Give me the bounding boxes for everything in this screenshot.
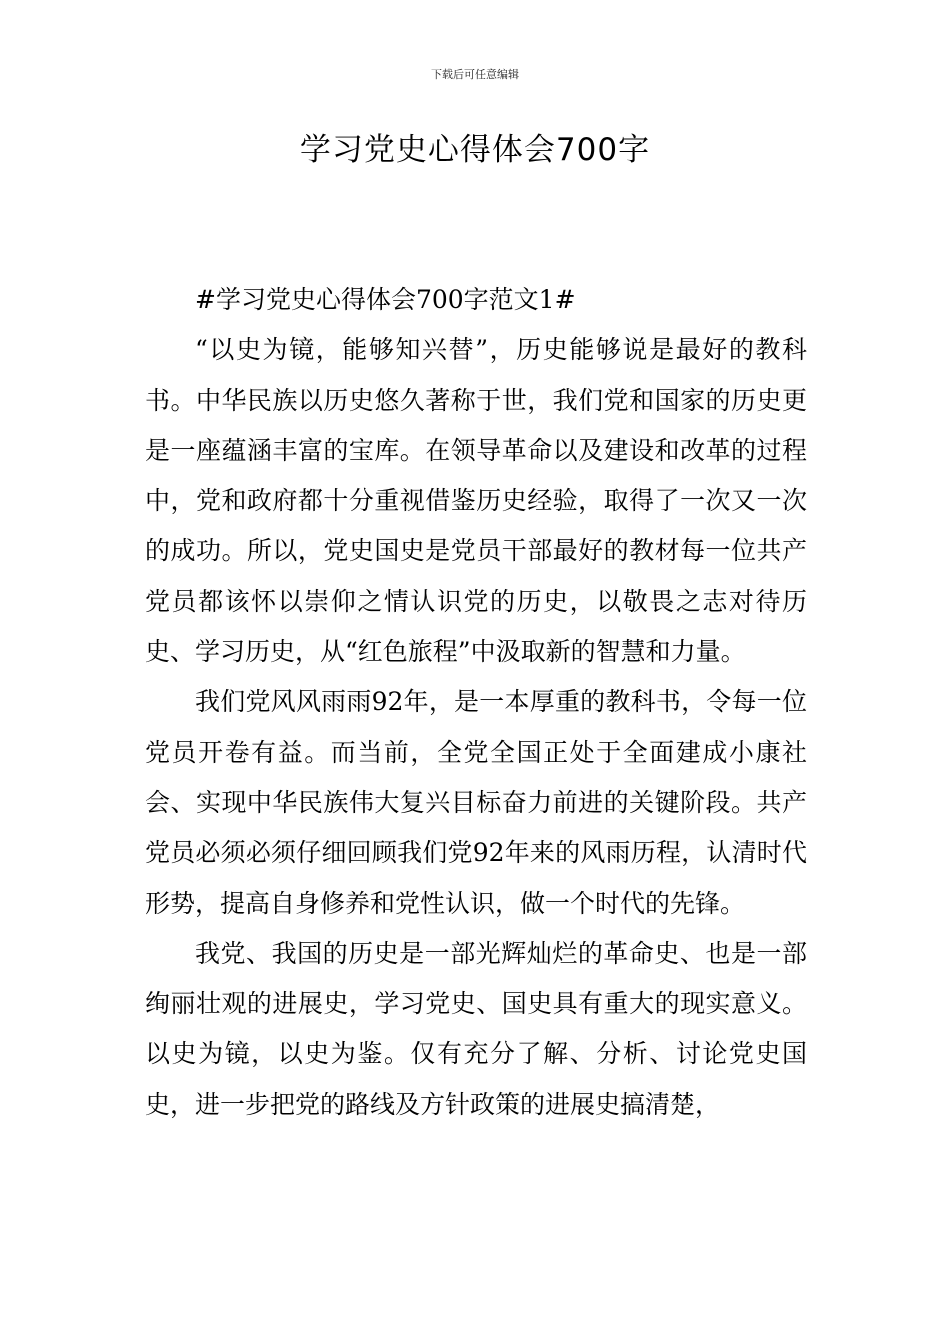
paragraph: 我们党风风雨雨92年，是一本厚重的教科书，令每一位党员开卷有益。而当前，全党全国正处于全面建成小康社会、实现中华民族伟大复兴目标奋力前进的关键阶段。共产党员必须必须仔细回顾我们党92年来的风雨历程，认清时代形势，提高自身修养和党性认识，做一个时代的先锋。 bbox=[145, 687, 807, 918]
header-note: 下载后可任意编辑 bbox=[431, 68, 519, 81]
document-body bbox=[145, 275, 807, 1130]
paragraph: 我党、我国的历史是一部光辉灿烂的革命史、也是一部绚丽壮观的进展史，学习党史、国史具有重大的现实意义。以史为镜，以史为鉴。仅有充分了解、分析、讨论党史国史，进一步把党的路线及方针政策的进展史搞清楚， bbox=[145, 938, 807, 1119]
document-title: 学习党史心得体会700字 bbox=[299, 132, 651, 168]
section-heading: #学习党史心得体会700字范文1# bbox=[195, 285, 576, 314]
paragraph: “以史为镜，能够知兴替”，历史能够说是最好的教科书。中华民族以历史悠久著称于世，我们党和国家的历史更是一座蕴涵丰富的宝库。在领导革命以及建设和改革的过程中，党和政府都十分重视借鉴历史经验，取得了一次又一次的成功。所以，党史国史是党员干部最好的教材每一位共产党员都该怀以崇仰之情认识党的历史，以敬畏之志对待历史、学习历史，从“红色旅程”中汲取新的智慧和力量。 bbox=[145, 335, 807, 667]
